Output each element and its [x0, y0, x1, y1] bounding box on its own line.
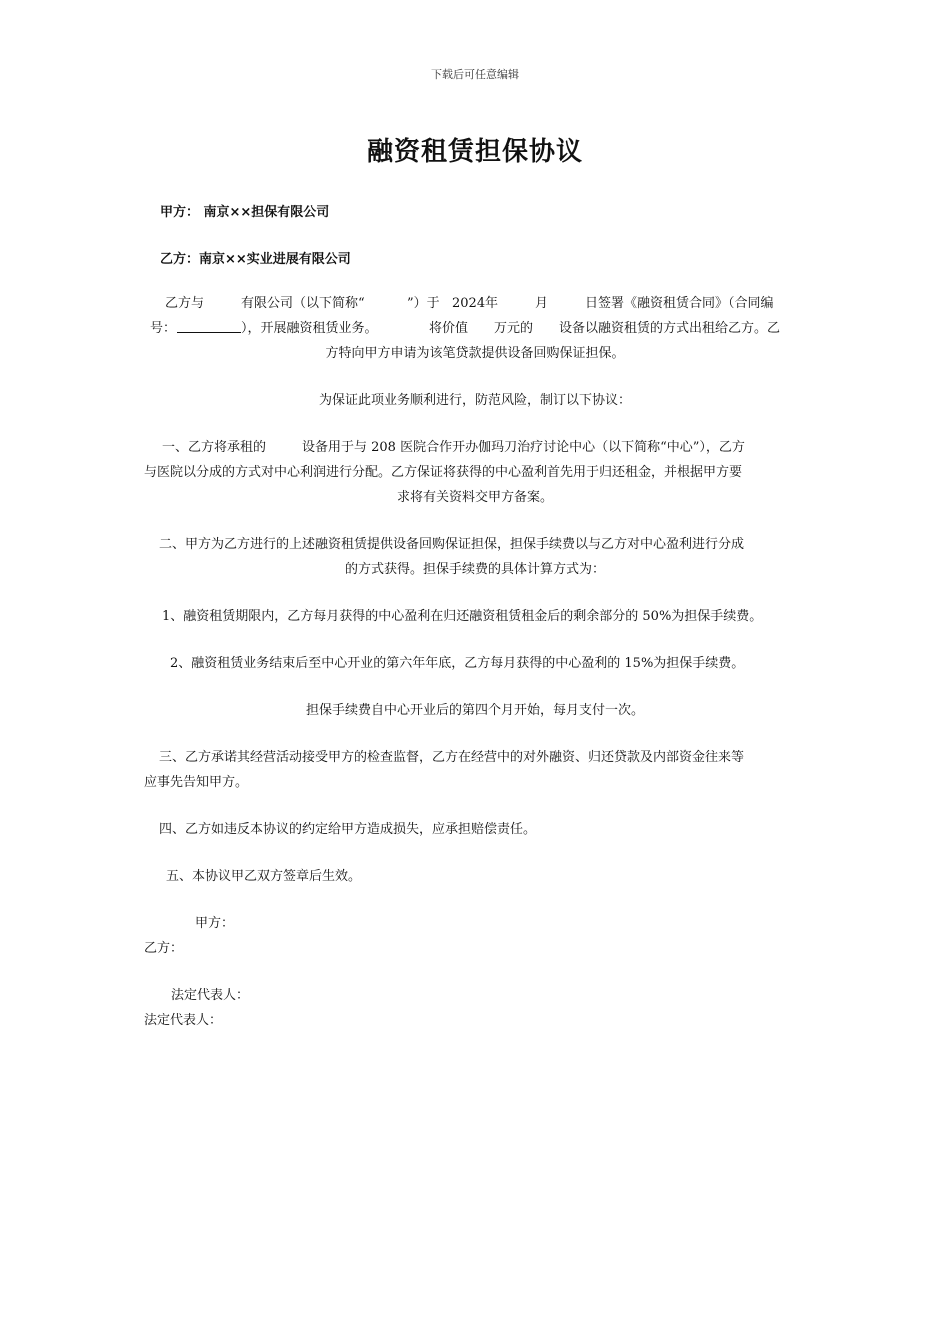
- legal-rep-a: 法定代表人：: [171, 988, 250, 1003]
- clause-1-line-3: 求将有关资料交甲方备案。: [396, 490, 553, 505]
- clause-2-line-2: 的方式获得。担保手续费的具体计算方式为：: [344, 562, 605, 577]
- intro-line-2-part-a: 号：: [150, 321, 177, 336]
- signature-party-a: 甲方：: [195, 916, 235, 931]
- clause-4: 四、乙方如违反本协议的约定给甲方造成损失，应承担赔偿责任。: [159, 822, 537, 837]
- clause-3-line-1: 三、乙方承诺其经营活动接受甲方的检查监督，乙方在经营中的对外融资、归还贷款及内部资金往来等: [159, 750, 745, 765]
- clause-1-line-1-part-b: 设备用于与 208 医院合作开办伽玛刀治疗讨论中心（以下简称“中心”），乙方: [302, 440, 745, 455]
- intro-month-label: 月: [535, 296, 549, 311]
- intro-line-1-part-b: 有限公司（以下简称“: [241, 296, 365, 311]
- intro-line-2-part-e: 设备以融资租赁的方式出租给乙方。乙: [559, 321, 781, 336]
- intro-line-2-part-c: 将价值: [429, 321, 469, 336]
- intro-year-label: 年: [485, 296, 499, 311]
- intro-line-2-part-b: ），开展融资租赁业务。: [241, 321, 378, 336]
- fee-rule-1: 1、融资租赁期限内，乙方每月获得的中心盈利在归还融资租赁租金后的剩余部分的 50%为担保手续费。: [162, 609, 763, 624]
- document-title: 融资租赁担保协议: [366, 137, 583, 167]
- party-a-line: 甲方： 南京××担保有限公司: [160, 205, 330, 220]
- contract-number-blank: [177, 318, 241, 337]
- clause-2-line-1: 二、甲方为乙方进行的上述融资租赁提供设备回购保证担保，担保手续费以与乙方对中心盈利进行分成: [159, 537, 745, 552]
- intro-line-1-part-g: 日签署《融资租赁合同》（合同编: [585, 296, 774, 311]
- fee-rule-2: 2、融资租赁业务结束后至中心开业的第六年年底，乙方每月获得的中心盈利的 15%为担保手续费。: [170, 656, 745, 671]
- signature-party-b: 乙方：: [144, 941, 184, 956]
- clause-1-line-1-part-a: 一、乙方将承租的: [162, 440, 267, 455]
- fee-schedule: 担保手续费自中心开业后的第四个月开始，每月支付一次。: [305, 703, 644, 718]
- intro-line-3: 方特向甲方申请为该笔贷款提供设备回购保证担保。: [325, 346, 625, 361]
- intro-line-2-part-d: 万元的: [494, 321, 534, 336]
- clause-3-line-2: 应事先告知甲方。: [144, 775, 249, 790]
- purpose-line: 为保证此项业务顺利进行，防范风险，制订以下协议：: [318, 393, 631, 408]
- clause-5: 五、本协议甲乙双方签章后生效。: [166, 869, 362, 884]
- party-b-line: 乙方：南京××实业进展有限公司: [160, 252, 351, 267]
- intro-year: 2024: [452, 296, 486, 311]
- clause-1-line-2: 与医院以分成的方式对中心利润进行分配。乙方保证将获得的中心盈利首先用于归还租金，并根据甲方要: [144, 465, 743, 480]
- intro-line-1-part-a: 乙方与: [165, 296, 205, 311]
- header-note: 下载后可任意编辑: [431, 68, 519, 81]
- legal-rep-b: 法定代表人：: [144, 1013, 223, 1028]
- intro-line-1-part-c: ”）于: [407, 296, 440, 311]
